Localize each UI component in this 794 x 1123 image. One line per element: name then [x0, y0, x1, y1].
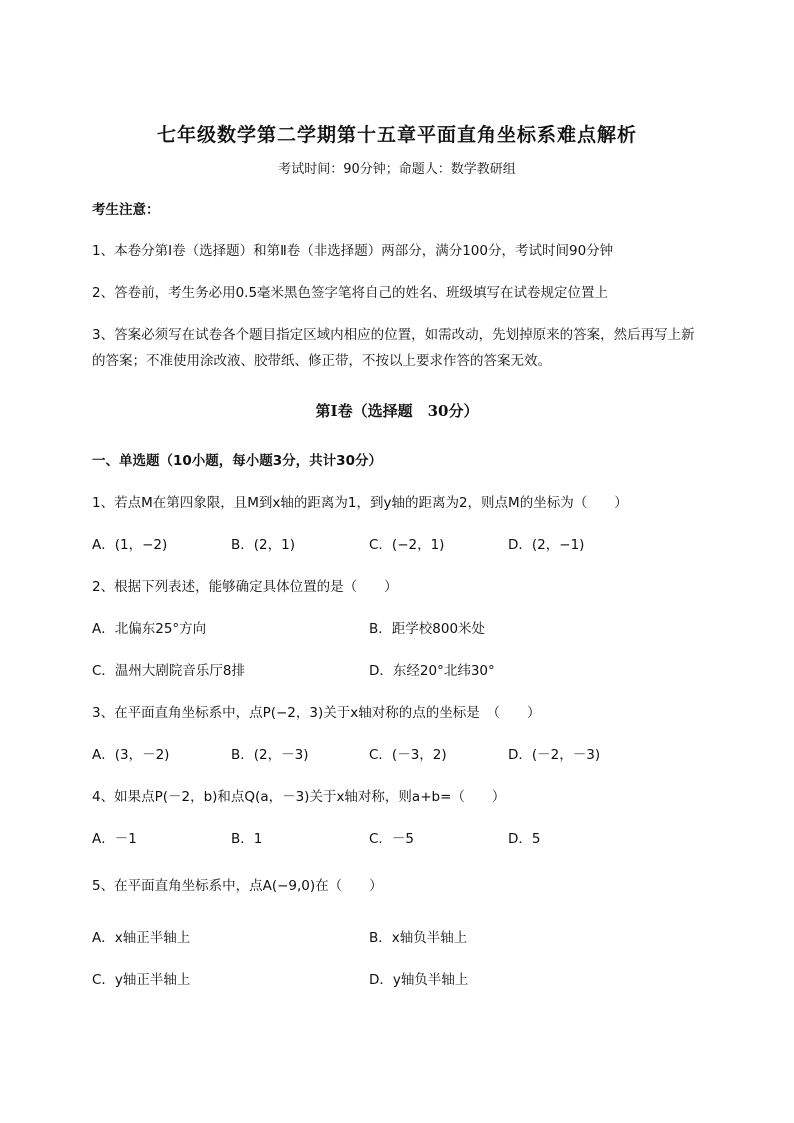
question-1-option-c: C．(−2，1): [369, 537, 445, 553]
question-4-option-a: A．－1: [92, 831, 137, 847]
question-5-option-b: B．x轴负半轴上: [369, 930, 468, 946]
section-title: 第Ⅰ卷（选择题 30分）: [315, 402, 479, 420]
exam-info: 考试时间：90分钟；命题人：数学教研组: [278, 162, 516, 177]
notice-heading: 考生注意：: [92, 202, 160, 218]
question-4-option-b: B．1: [231, 831, 263, 847]
question-2-option-b: B．距学校800米处: [369, 621, 486, 637]
question-5-option-a: A．x轴正半轴上: [92, 930, 191, 946]
question-3-option-b: B．(2，－3): [231, 747, 309, 763]
question-1-option-d: D．(2，−1): [508, 537, 585, 553]
question-stem-4: 4、如果点P(－2，b)和点Q(a，－3)关于x轴对称，则a+b=（ ）: [92, 789, 506, 805]
notice-item: 2、答卷前，考生务必用0.5毫米黑色签字笔将自己的姓名、班级填写在试卷规定位置上: [92, 285, 609, 301]
question-1-option-b: B．(2，1): [231, 537, 295, 553]
question-3-option-a: A．(3，－2): [92, 747, 170, 763]
question-5-option-d: D．y轴负半轴上: [369, 972, 469, 988]
question-stem-1: 1、若点M在第四象限，且M到x轴的距离为1，到y轴的距离为2，则点M的坐标为（ ）: [92, 495, 628, 511]
question-2-option-c: C．温州大剧院音乐厅8排: [92, 663, 246, 679]
question-2-option-a: A．北偏东25°方向: [92, 621, 207, 637]
question-stem-5: 5、在平面直角坐标系中，点A(−9,0)在（ ）: [92, 878, 383, 894]
question-2-option-d: D．东经20°北纬30°: [369, 663, 495, 679]
question-4-option-c: C．－5: [369, 831, 415, 847]
question-3-option-d: D．(－2，－3): [508, 747, 601, 763]
page-title: 七年级数学第二学期第十五章平面直角坐标系难点解析: [156, 124, 637, 146]
question-4-option-d: D．5: [508, 831, 541, 847]
notice-item: 1、本卷分第Ⅰ卷（选择题）和第Ⅱ卷（非选择题）两部分，满分100分，考试时间90分钟: [92, 243, 614, 259]
question-5-option-c: C．y轴正半轴上: [92, 972, 191, 988]
notice-item: 3、答案必须写在试卷各个题目指定区域内相应的位置，如需改动，先划掉原来的答案，然后再写上新: [92, 327, 695, 343]
question-stem-2: 2、根据下列表述，能够确定具体位置的是（ ）: [92, 579, 398, 595]
question-3-option-c: C．(－3，2): [369, 747, 447, 763]
question-stem-3: 3、在平面直角坐标系中，点P(−2，3)关于x轴对称的点的坐标是 （ ）: [92, 705, 541, 721]
notice-item-continued: 的答案；不准使用涂改液、胶带纸、修正带，不按以上要求作答的答案无效。: [92, 353, 551, 369]
part-heading: 一、单选题（10小题，每小题3分，共计30分）: [92, 453, 382, 469]
question-1-option-a: A．(1，−2): [92, 537, 168, 553]
